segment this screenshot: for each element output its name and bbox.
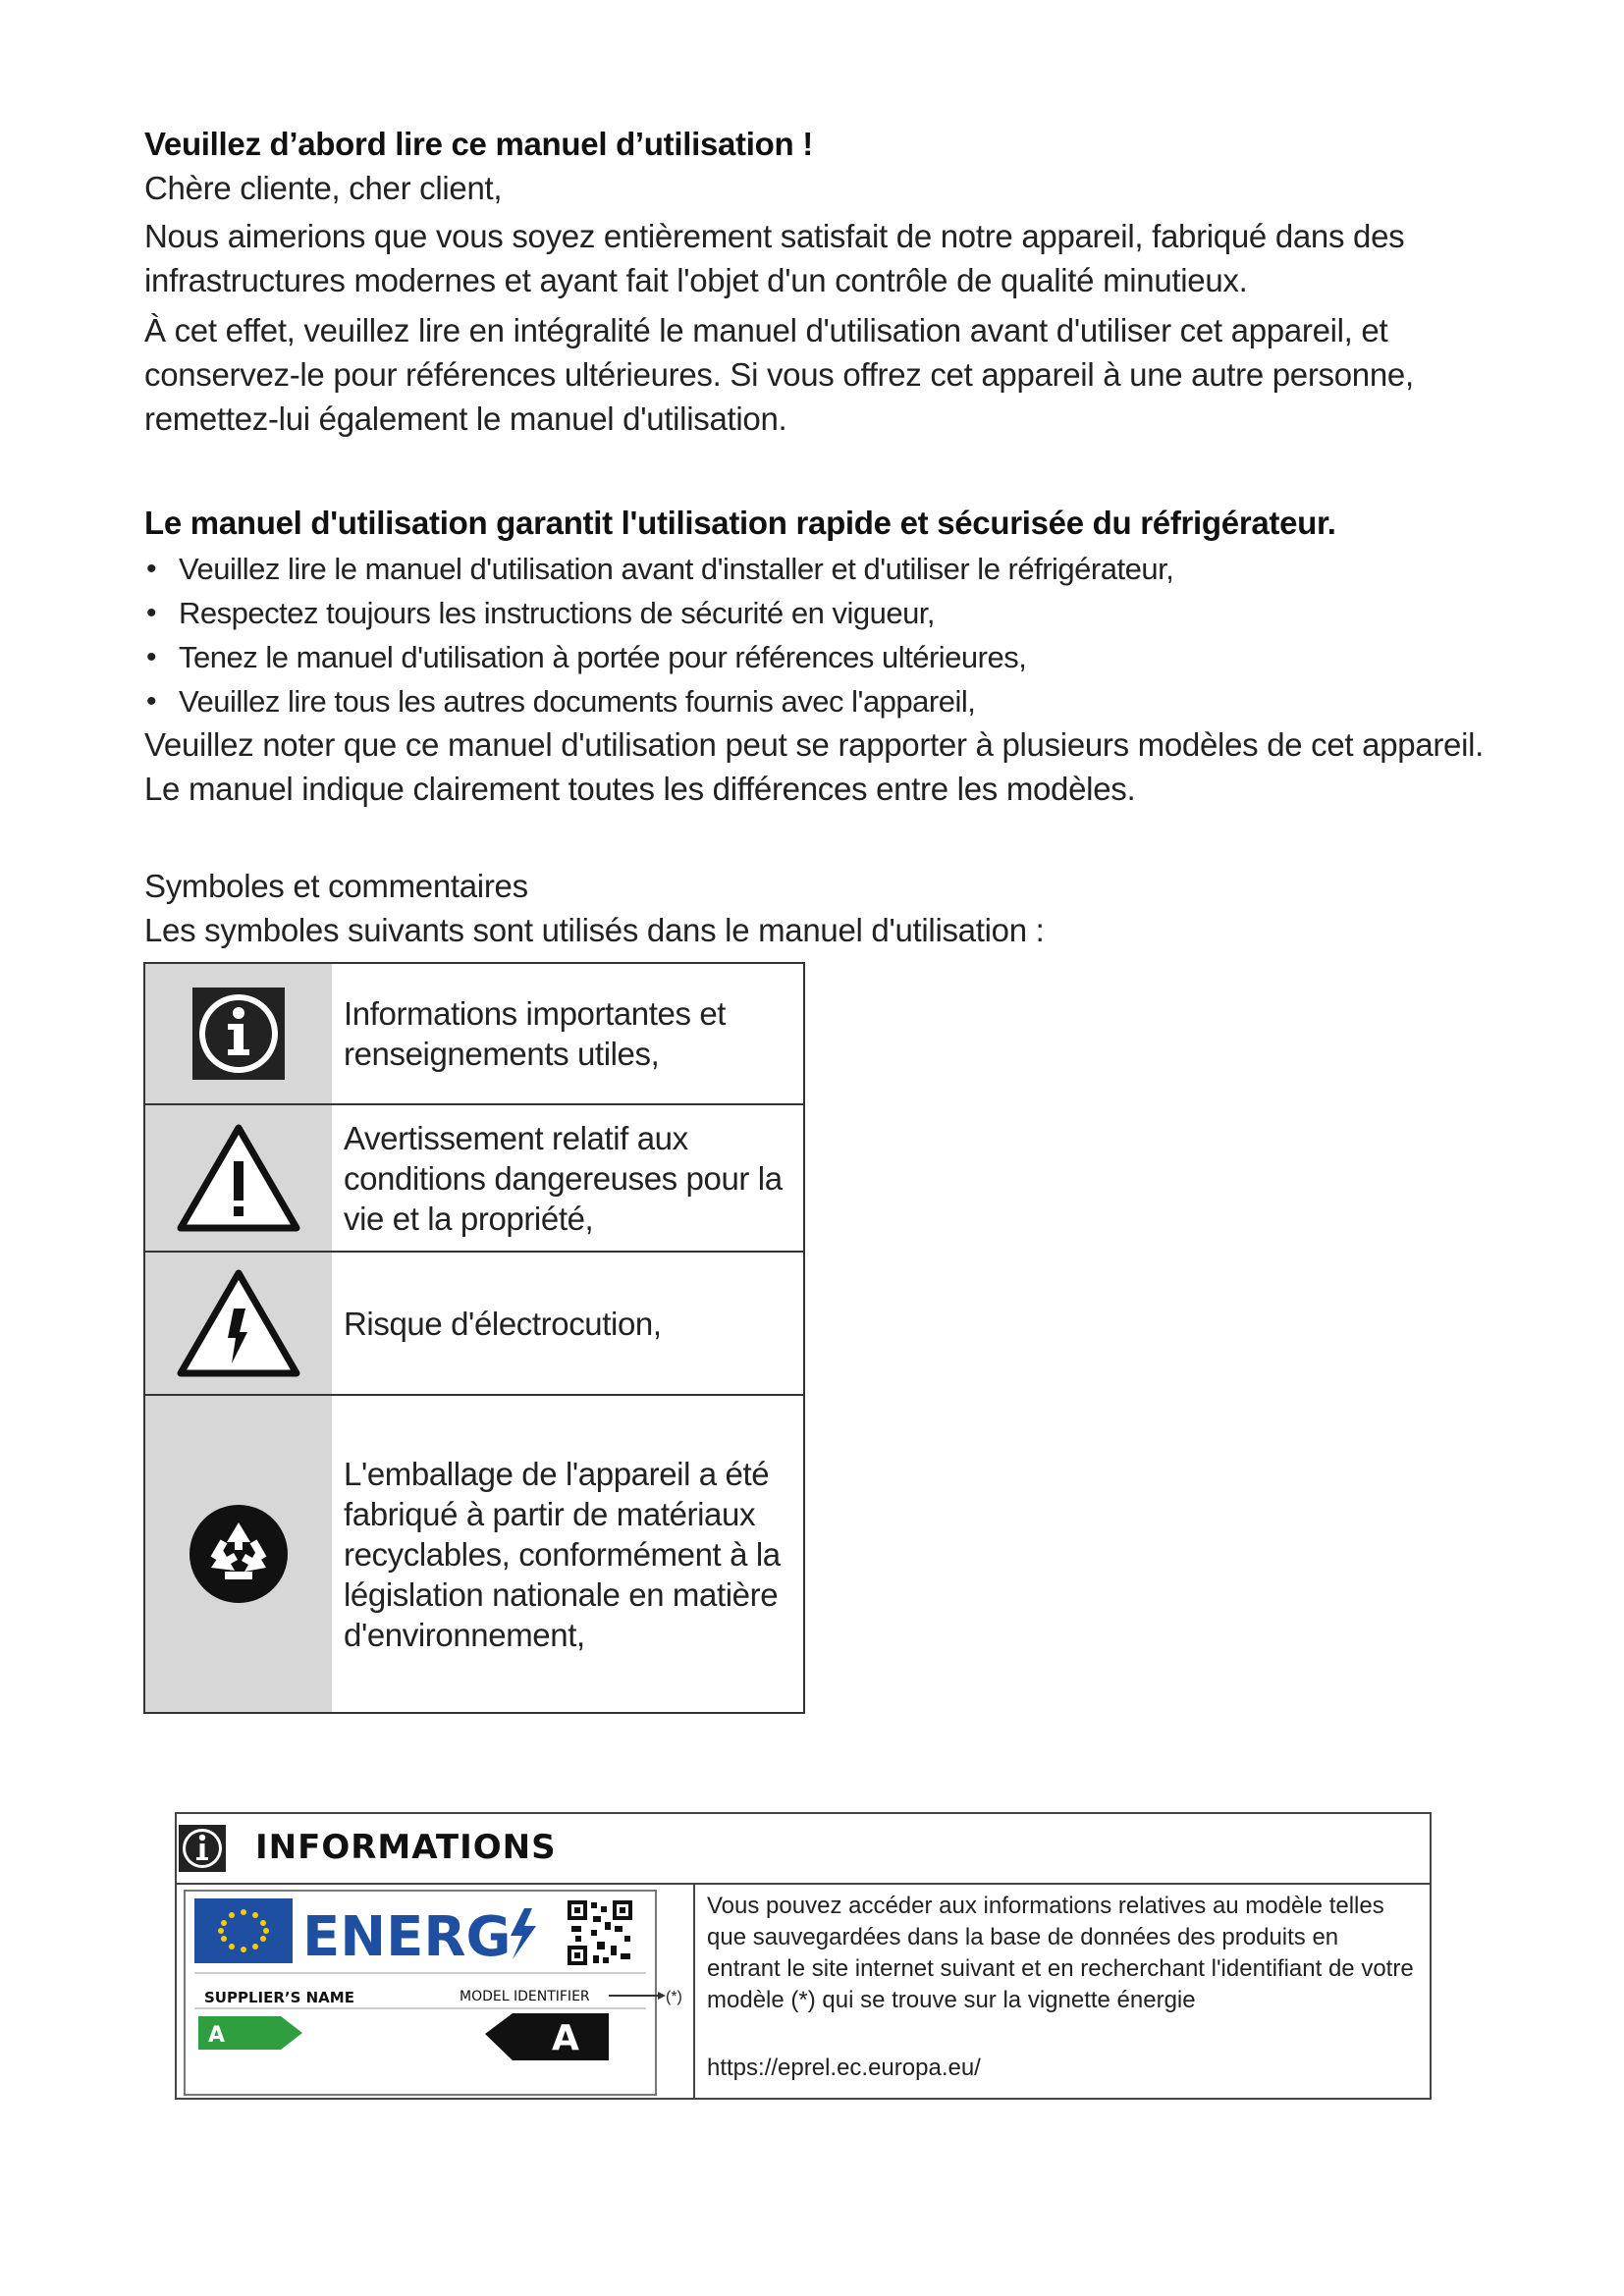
- symbol-row-info: [145, 964, 803, 1105]
- symbol-row-electric: [145, 1253, 803, 1396]
- informations-description: Vous pouvez accéder aux informations relatives au modèle telles que sauvegardées dans la base de données des produits en entrant le site internet suivant et en recherchant l'identifiant de votre modèle (*) qui se trouve sur la vignette énergie: [707, 1893, 1414, 2013]
- intro-paragraph-1: Nous aimerions que vous soyez entièrement satisfait de notre appareil, fabriqué dans des infrastructures modernes et ayant fait l'objet d'un contrôle de qualité minutieux.: [144, 218, 1405, 298]
- symbol-description: Avertissement relatif aux conditions dangereuses pour la vie et la propriété,: [344, 1119, 783, 1237]
- supplier-name-label: SUPPLIER’S NAME: [204, 1989, 354, 2006]
- bullet-item: • Respectez toujours les instructions de sécurité en vigueur,: [144, 591, 1519, 635]
- info-icon: [179, 1825, 226, 1872]
- model-identifier-label: MODEL IDENTIFIER: [460, 1989, 590, 2004]
- energy-class-right: A: [552, 2018, 579, 2058]
- models-note: Veuillez noter que ce manuel d'utilisation peut se rapporter à plusieurs modèles de cet appareil. Le manuel indique clairement toutes les différences entre les modèles.: [144, 726, 1485, 807]
- symbol-description: Risque d'électrocution,: [344, 1305, 662, 1342]
- energy-label-cell: [177, 1885, 695, 2098]
- info-icon: [192, 988, 285, 1080]
- informations-header: [177, 1814, 1430, 1885]
- symbol-description: L'emballage de l'appareil a été fabriqué à partir de matériaux recyclables, conformément à la législation nationale en matière d'environnement,: [344, 1455, 781, 1653]
- symbol-description: Informations importantes et renseignements utiles,: [344, 995, 727, 1072]
- recycle-icon: [188, 1503, 290, 1605]
- intro-paragraph-2: À cet effet, veuillez lire en intégralité le manuel d'utilisation avant d'utiliser cet appareil, et conservez-le pour références ultérieures. Si vous offrez cet appareil à une autre personne, remettez-lui également le manuel d'utilisation.: [144, 312, 1414, 437]
- symbols-table: [143, 962, 805, 1714]
- qr-code-icon: [568, 1900, 632, 1965]
- electric-shock-icon: [177, 1269, 300, 1377]
- symbols-intro: Les symboles suivants sont utilisés dans le manuel d'utilisation :: [144, 912, 1045, 948]
- energy-label: [179, 1887, 691, 2102]
- energy-label-title: ENERG: [302, 1905, 512, 1969]
- guarantee-bullet-list: [144, 547, 1519, 723]
- eu-flag-icon: [194, 1898, 293, 1963]
- bullet-item: • Veuillez lire tous les autres documents fournis avec l'appareil,: [144, 679, 1519, 723]
- bullet-item: • Tenez le manuel d'utilisation à portée pour références ultérieures,: [144, 635, 1519, 679]
- symbol-row-recycle: [145, 1396, 803, 1712]
- guarantee-heading: Le manuel d'utilisation garantit l'utilisation rapide et sécurisée du réfrigérateur.: [144, 505, 1336, 541]
- energy-class-left: A: [208, 2023, 226, 2048]
- symbol-row-warning: [145, 1105, 803, 1253]
- warning-icon: [177, 1124, 300, 1232]
- bullet-item: • Veuillez lire le manuel d'utilisation avant d'installer et d'utiliser le réfrigérateur,: [144, 547, 1519, 591]
- arrow-icon: [658, 1992, 666, 2000]
- informations-box: [175, 1812, 1432, 2100]
- intro-heading: Veuillez d’abord lire ce manuel d’utilisation !: [144, 126, 813, 162]
- eprel-link[interactable]: https://eprel.ec.europa.eu/: [707, 2055, 981, 2081]
- model-marker: (*): [666, 1989, 682, 2005]
- greeting: Chère cliente, cher client,: [144, 170, 503, 206]
- symbols-heading: Symboles et commentaires: [144, 868, 528, 904]
- informations-title: INFORMATIONS: [255, 1828, 557, 1867]
